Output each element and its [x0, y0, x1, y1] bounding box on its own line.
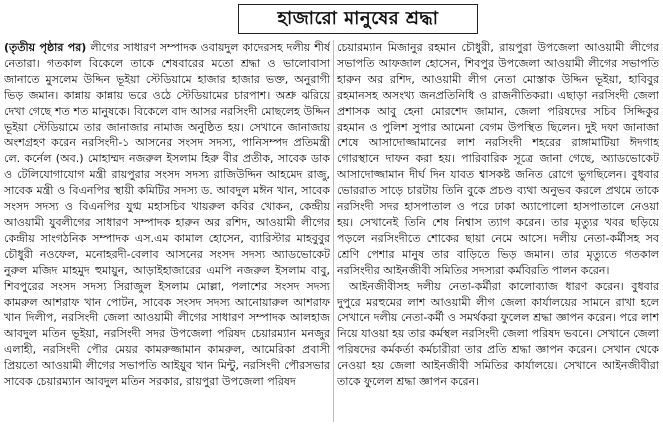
left-column-text: লীগের সাধারণ সম্পাদক ওবায়দুল কাদেরসহ দলীয় শীর্ষ নেতারা। গতকাল বিকেলে তাকে শেষবারের মতো শ্রদ্ধা ও ভালোবাসা জানাতে মুসলেম উদ্দিন ভূইয়া স্টেডিয়ামে হাজার হাজার ভক্ত, অনুরাগী ভিড় জমান। কান্নায় কান্নায় ভরে ওঠে স্টেডিয়ামের চারপাশ। অশ্রু ঝরিয়ে দেখা গেছে শত শত মানুষকে। বিকেলে বাদ আসর নরসিংদী মোছলেহ উদ্দিন ভূইয়া স্টেডিয়ামে তার জানাজার নামাজ অনুষ্ঠিত হয়। সেখানে জানাজায় অংশগ্রহণ করেন নরসিংদী-১ আসনের সংসদ সদস্য, পানিসম্পদ প্রতিমন্ত্রী লে. কর্নেল (অব.) মোহাম্মদ নজরুল ইসলাম হিরু বীর প্রতীক, সাবেক ডাক ও টেলিযোগাযোগ মন্ত্রী রায়পুরার সংসদ সদস্য রাজিউদ্দিন আহমেদ রাজু, সাবেক মন্ত্রী ও বিএনপির স্থায়ী কমিটির সদস্য ড. আবদুল মঈন খান, সাবেক সংসদ সদস্য ও বিএনপির যুগ্ম মহাসচিব খায়রুল কবির খোকন, কেন্দ্রীয় আওয়ামী যুবলীগের সাধারণ সম্পাদক হারুন অর রশিদ, আওয়ামী লীগের কেন্দ্রীয় সাংগঠনিক সম্পাদক এস.এম কামাল হোসেন, ব্যারিস্টার মাহবুবুর চৌধুরী নওফেল, মনোহরদী-বেলাব আসনের সংসদ সদস্য অ্যাডভোকেট নুরুল মজিদ মাহমুদ হুমায়ুন, আড়াইহাজারের এমপি নজরুল ইসলাম বাবু, শিবপুরের সংসদ সদস্য সিরাজুল ইসলাম মোল্লা, পলাশের সংসদ সদস্য কামরুল আশরাফ খান পোটন, সাবেক সংসদ সদস্য আনোয়ারুল আশরাফ খান দিলীপ, নরসিংদী জেলা আওয়ামী লীগের সাধারণ সম্পাদক আলহাজ আবদুল মতিন ভূইয়া, নরসিংদী সদর উপজেলা পরিষদ চেয়ারম্যান মনজুর এলাহী, নরসিংদী পৌর মেয়র কামরুজ্জামান কামরুল, আমেরিকা প্রবাসী প্রিয়তো আওয়ামী লীগের সভাপতি আইয়ুব খান মিন্টু, নরসিংদী পৌরসভার সাবেক চেয়ারম্যান আবদুল মতিন সরকার, রায়পুরা উপজেলা পরিষদ — [4, 41, 330, 389]
article-column-left — [4, 40, 330, 424]
right-column-paragraph-1: চেয়ারম্যান মিজানুর রহমান চৌধুরী, রায়পুরা উপজেলা আওয়ামী লীগের সভাপতি আফজাল হোসেন, শিবপুর উপজেলা আওয়ামী লীগের সভাপতি হারুন অর রশিদ, আওয়ামী লীগ নেতা মোস্তাক উদ্দিন ভূইয়া, হাবিবুর রহমানসহ অসংখ্য জনপ্রতিনিধি ও রাজনীতিকরা। এছাড়া নরসিংদী জেলা প্রশাসক আবু হেনা মোরশেদ জামান, জেলা পরিষদের সচিব সিদ্দিকুর রহমান ও পুলিশ সুপার আমেনা বেগম উপস্থিত ছিলেন। দুই দফা জানাজা শেষে আসাদোজ্জামানের লাশ নরসিংদী শহরের রাঙ্গামাটিয়া ঈদগাহ গোরস্থানে দাফন করা হয়। পারিবারিক সূত্রে জানা গেছে, অ্যাডভোকেট আসাদোজ্জামান দীর্ঘ দিন যাবত শ্বাসকষ্ট জনিত রোগে ভুগছিলেন। বুধবার ভোররাত সাড়ে চারটায় তিনি বুকে প্রচণ্ড ব্যথা অনুভব করলে প্রথমে তাকে নরসিংদী সদর হাসপাতাল ও পরে ঢাকা অ্যাপোলো হাসপাতালে নেওয়া হয়। সেখানেই তিনি শেষ নিশ্বাস ত্যাগ করেন। তার মৃত্যুর খবর ছড়িয়ে পড়লে নরসিংদীতে শোকের ছায়া নেমে আসে। দলীয় নেতা-কর্মীসহ সব শ্রেণি পেশার মানুষ তার বাড়িতে ভিড় জমান। তার মৃত্যুতে গতকাল নরসিংদীর আইনজীবী সমিতির সদস্যরা কর্মবিরতি পালন করেন। — [337, 41, 659, 277]
headline-text: হাজারো মানুষের শ্রদ্ধা — [277, 7, 439, 29]
right-column-paragraph-2: আইনজীবীসহ দলীয় নেতা-কর্মীরা কালোব্যাজ ধারণ করেন। বুধবার দুপুরে মরহুমের লাশ আওয়ামী লীগ জেলা কার্যালয়ের সামনে রাখা হলে সেখানে দলীয় নেতা-কর্মী ও সমর্থকরা ফুলেল শ্রদ্ধা জ্ঞাপন করেন। পরে লাশ নিয়ে যাওয়া হয় তার কর্মস্থল নরসিংদী জেলা পরিষদ ভবনে। সেখানে জেলা পরিষদের কর্মকর্তা কর্মচারীরা তার প্রতি শ্রদ্ধা জ্ঞাপন করেন। সেখান থেকে নেওয়া হয় জেলা আইনজীবী সমিতির কার্যালয়ে। সেখানে আইনজীবীরা তাকে ফুলেল শ্রদ্ধা জ্ঞাপন করেন। — [337, 279, 659, 389]
continued-tag: (তৃতীয় পৃষ্ঠার পর) — [4, 41, 87, 54]
column-divider — [333, 40, 334, 422]
headline — [238, 4, 478, 34]
left-column-paragraph — [4, 40, 330, 390]
article-column-right — [337, 40, 659, 424]
